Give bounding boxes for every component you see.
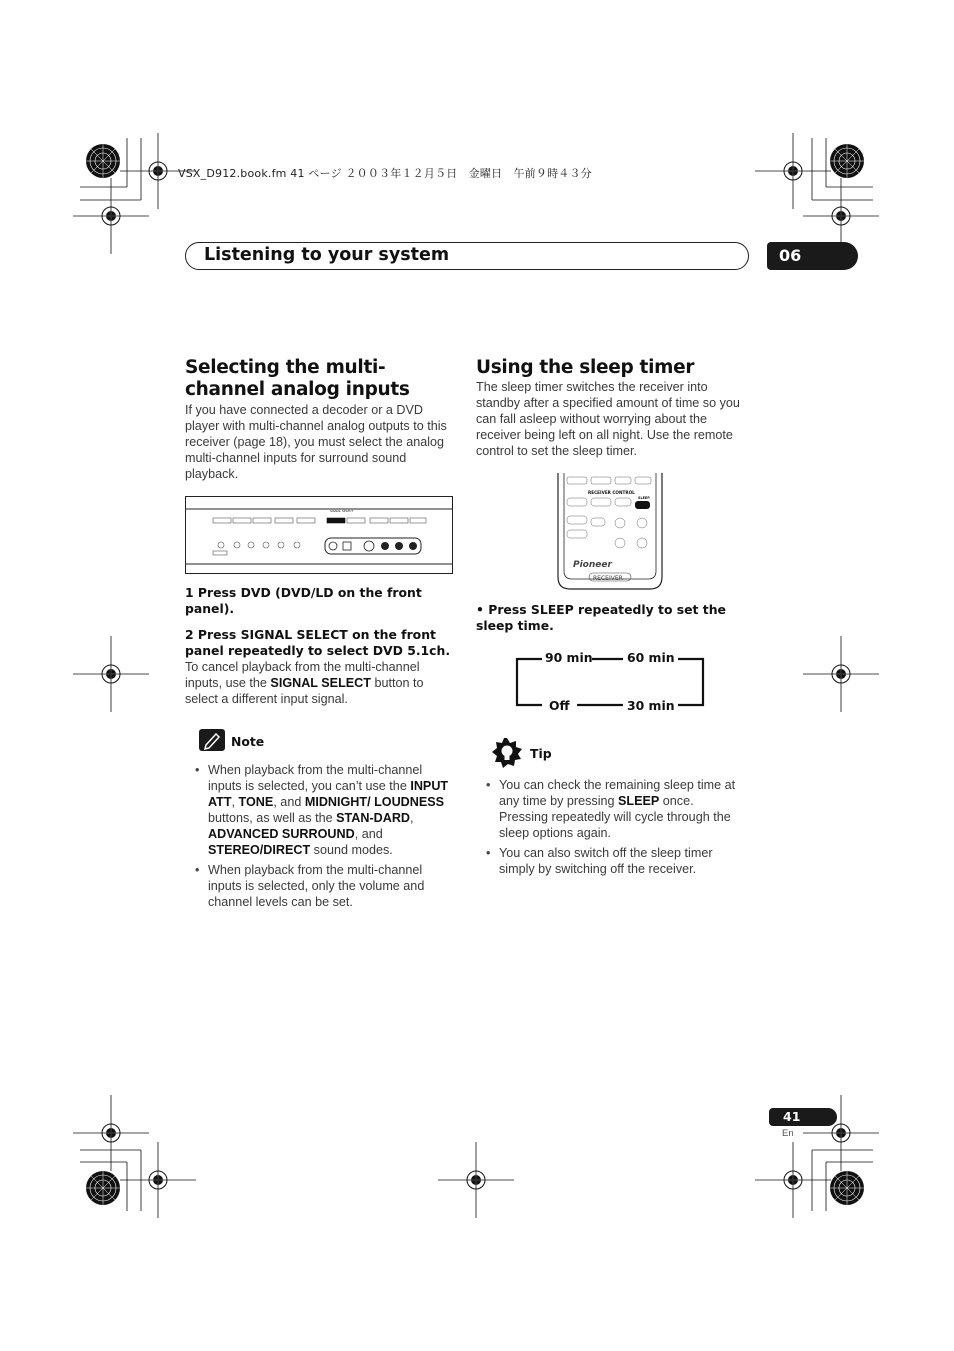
note-list	[185, 762, 455, 914]
note-item-1: • When playback from the multi-channel inputs is selected, you can’t use the INPUT ATT, TONE, and MIDNIGHT/ LOUDNESS buttons, as well as the STAN-DARD, ADVANCED SURROUND, and STEREO/DIRECT sound modes.	[185, 762, 455, 858]
front-panel-illustration	[185, 496, 453, 574]
remote-receiver-label: RECEIVER	[593, 575, 623, 582]
sleep-cycle-diagram	[515, 648, 707, 718]
sleep-30-min: 30 min	[627, 698, 675, 713]
step-2: 2 Press SIGNAL SELECT on the front panel repeatedly to select DVD 5.1ch.	[185, 627, 451, 658]
note-label: Note	[231, 734, 265, 749]
left-intro: If you have connected a decoder or a DVD player with multi-channel analog outputs to this receiver (page 18), you must select the analog multi-channel inputs for surround sound playback.	[185, 403, 447, 481]
page-number: 41	[783, 1109, 801, 1124]
tip-label: Tip	[530, 746, 552, 761]
sleep-60-min: 60 min	[627, 650, 675, 665]
print-header-line: VSX_D912.book.fm 41 ページ ２００３年１２月５日 金曜日 午前９時４３分	[178, 167, 592, 180]
step-1: 1 Press DVD (DVD/LD on the front panel).	[185, 585, 422, 616]
remote-control-illustration	[557, 473, 663, 591]
note-icon	[199, 729, 225, 751]
signal-select-panel-label: SIGNAL SELECT	[330, 509, 354, 513]
remote-brand-logo: Pioneer	[573, 560, 612, 570]
note-item-2: • When playback from the multi-channel inputs is selected, only the volume and channel levels can be set.	[185, 862, 455, 910]
tip-list	[476, 777, 746, 881]
tip-item-2: • You can also switch off the sleep timer simply by switching off the receiver.	[476, 845, 746, 877]
chapter-number: 06	[779, 246, 802, 265]
remote-receiver-control-label: RECEIVER CONTROL	[588, 490, 635, 495]
step-2-body: To cancel playback from the multi-channel inputs, use the SIGNAL SELECT button to select a different input signal.	[185, 660, 424, 706]
left-heading: Selecting the multi-channel analog inputs	[185, 357, 410, 400]
right-intro: The sleep timer switches the receiver into standby after a specified amount of time so you can fall asleep without worrying about the receiver being left on all night. Use the remote control to set the sleep timer.	[476, 380, 740, 458]
right-heading: Using the sleep timer	[476, 357, 695, 378]
sleep-instruction: • Press SLEEP repeatedly to set the sleep time.	[476, 602, 726, 633]
sleep-off: Off	[549, 698, 570, 713]
page-number-badge	[769, 1108, 837, 1126]
sleep-90-min: 90 min	[545, 650, 593, 665]
tip-lightbulb-icon	[491, 737, 523, 773]
sleep-remote-button	[635, 501, 650, 509]
tip-item-1: • You can check the remaining sleep time at any time by pressing SLEEP once. Pressing repeatedly will cycle through the sleep options again.	[476, 777, 746, 841]
section-title: Listening to your system	[204, 245, 450, 265]
signal-select-panel-button	[327, 518, 345, 523]
language-code: En	[782, 1128, 794, 1139]
remote-sleep-label: SLEEP	[638, 496, 650, 500]
